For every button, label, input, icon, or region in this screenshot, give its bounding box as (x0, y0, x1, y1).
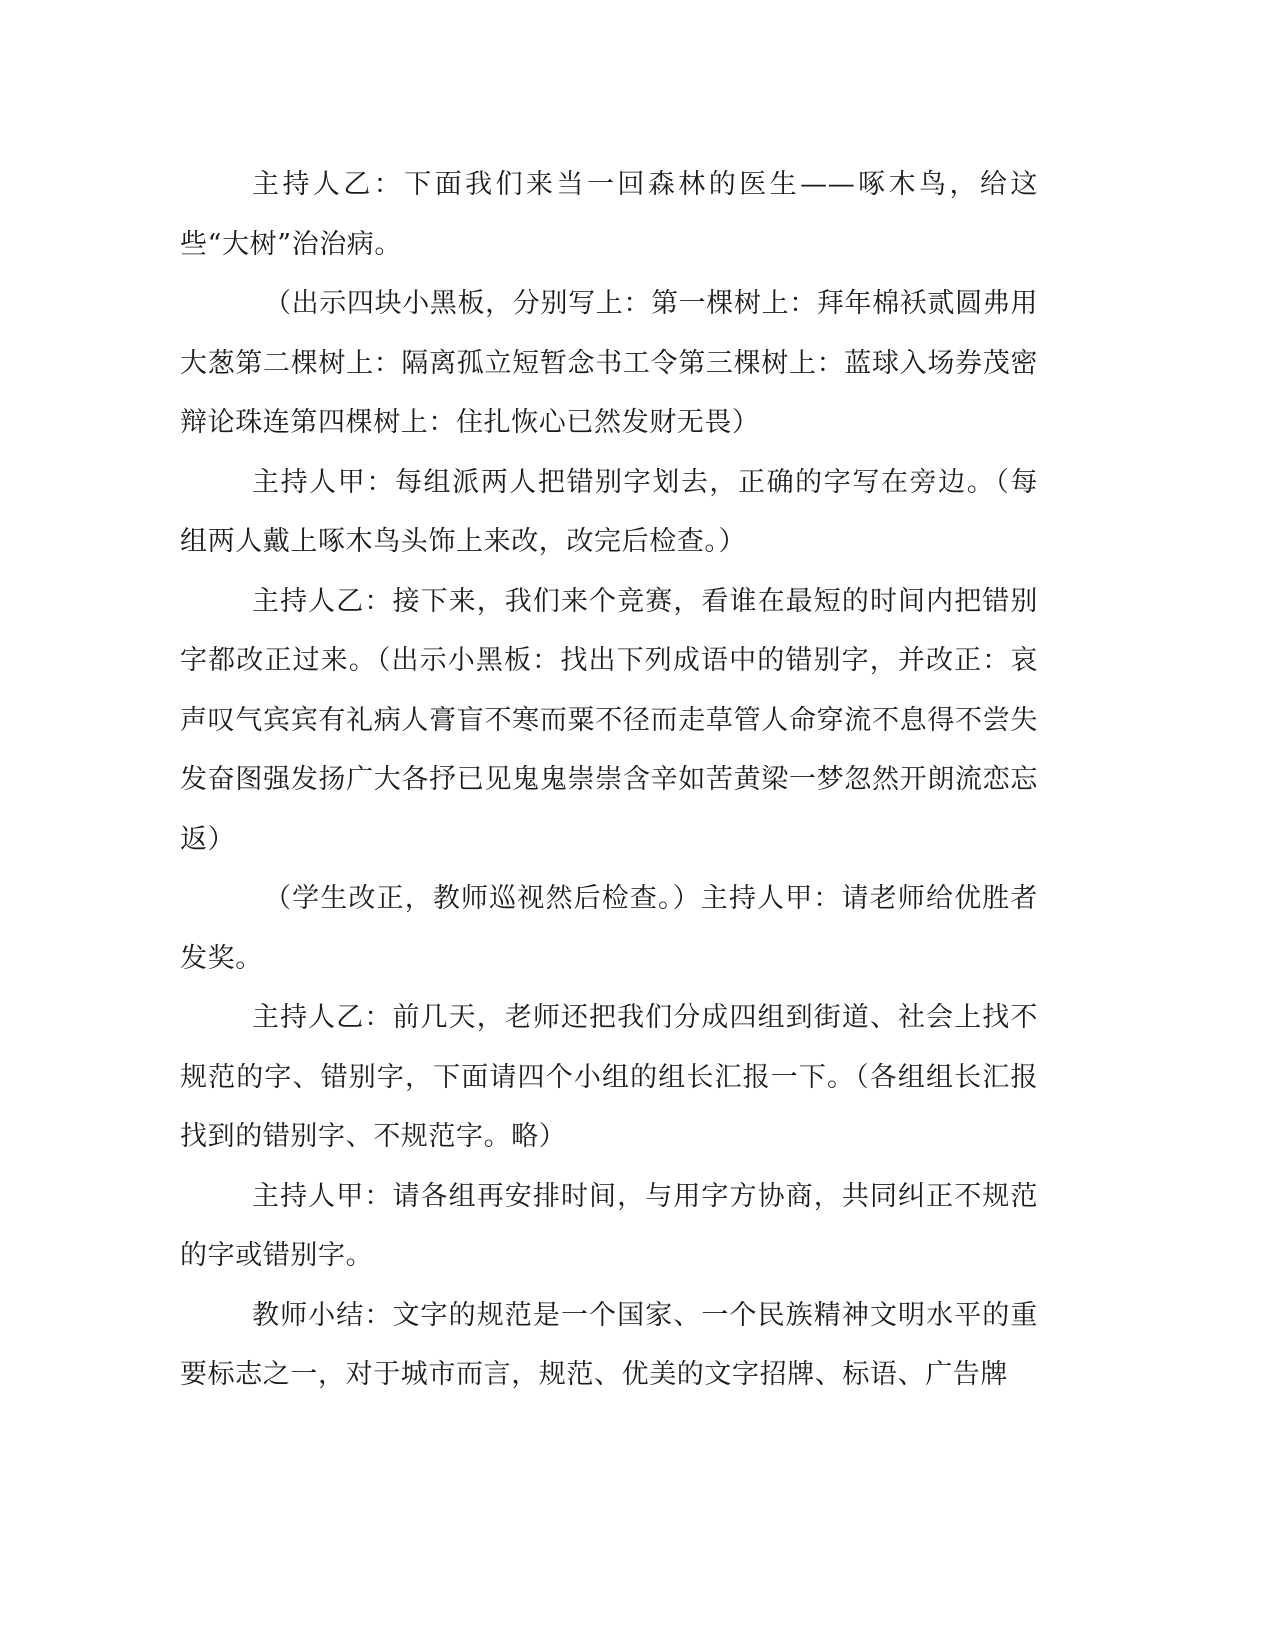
paragraph-host-a-arrange: 主持人甲：请各组再安排时间，与用字方协商，共同纠正不规范的字或错别字。 (180, 1180, 1038, 1271)
paragraph-host-b-contest: 主持人乙：接下来，我们来个竞赛，看谁在最短的时间内把错别字都改正过来。（出示小黑板：找出下列成语中的错别字，并改正：哀声叹气宾宾有礼病人膏盲不寒而粟不径而走草管人命穿流不息得不尝失发奋图强发扬广大各抒已见鬼鬼崇崇含辛如苦黄梁一梦忽然开朗流恋忘返） (180, 585, 1038, 855)
paragraph-students-correct: （学生改正，教师巡视然后检查。）主持人甲：请老师给优胜者发奖。 (180, 883, 1038, 974)
paragraph-blackboard-trees: （出示四块小黑板，分别写上：第一棵树上：拜年棉袄贰圆弗用大葱第二棵树上：隔离孤立短暂念书工令第三棵树上：蓝球入场券茂密辩论珠连第四棵树上：住扎恢心已然发财无畏） (180, 288, 1038, 438)
paragraph-host-b-report: 主持人乙：前几天，老师还把我们分成四组到街道、社会上找不规范的字、错别字，下面请四个小组的组长汇报一下。（各组组长汇报找到的错别字、不规范字。略） (180, 1002, 1038, 1152)
paragraph-host-b-intro: 主持人乙：下面我们来当一回森林的医生——啄木鸟，给这些“大树”治治病。 (180, 169, 1038, 260)
document-body (180, 155, 1038, 1405)
paragraph-host-a-instructions: 主持人甲：每组派两人把错别字划去，正确的字写在旁边。（每组两人戴上啄木鸟头饰上来改，改完后检查。） (180, 466, 1038, 557)
paragraph-teacher-summary: 教师小结：文字的规范是一个国家、一个民族精神文明水平的重要标志之一，对于城市而言，规范、优美的文字招牌、标语、广告牌 (180, 1299, 1038, 1390)
